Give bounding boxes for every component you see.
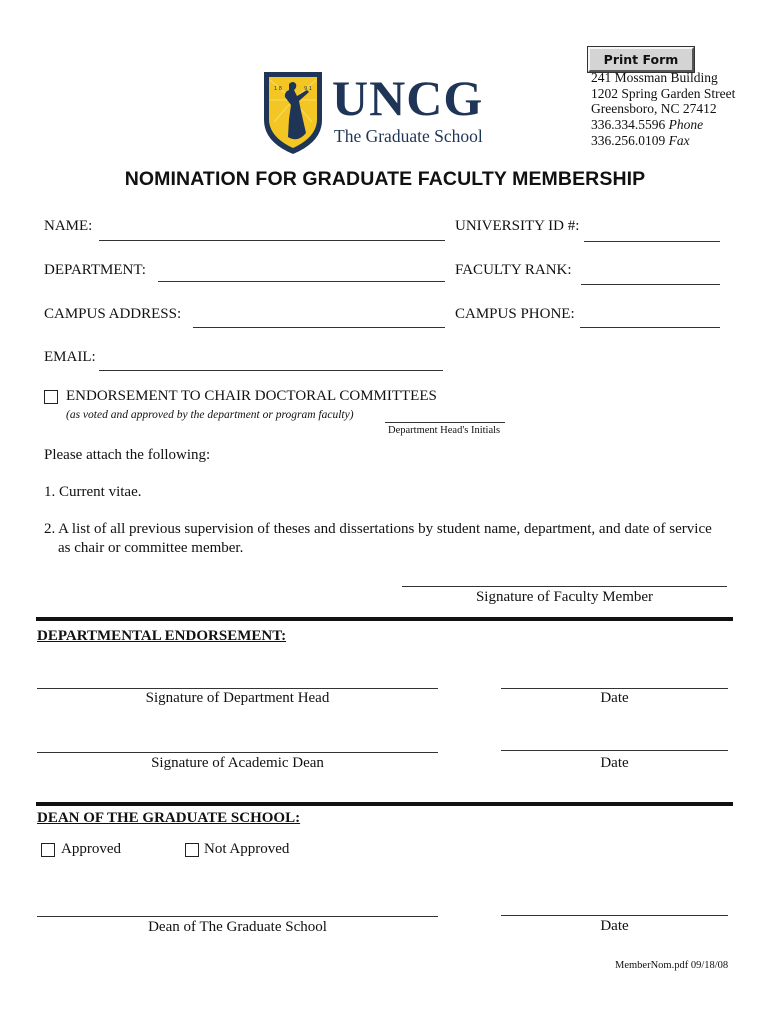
section-divider <box>36 617 733 621</box>
name-field[interactable] <box>99 240 445 241</box>
campus-phone-label: CAMPUS PHONE: <box>455 306 575 322</box>
attach-item-2-line-1: 2. A list of all previous supervision of theses and dissertations by student name, department, and date of service <box>44 521 712 537</box>
department-field[interactable] <box>158 281 445 282</box>
not-approved-label: Not Approved <box>204 841 290 857</box>
attach-item-1: 1. Current vitae. <box>44 484 142 500</box>
endorsement-label: ENDORSEMENT TO CHAIR DOCTORAL COMMITTEES <box>66 388 437 404</box>
faculty-signature-label: Signature of Faculty Member <box>475 589 654 605</box>
address-line-2: 1202 Spring Garden Street <box>591 86 736 101</box>
attach-intro: Please attach the following: <box>44 447 211 463</box>
initials-label: Department Head's Initials <box>388 425 501 436</box>
endorsement-note: (as voted and approved by the department or program faculty) <box>66 409 354 421</box>
university-id-label: UNIVERSITY ID #: <box>455 218 580 234</box>
fax-label: Fax <box>668 133 690 148</box>
attach-item-2-line-2: as chair or committee member. <box>58 540 244 556</box>
endorsement-checkbox[interactable] <box>44 390 58 404</box>
dean-signature-field[interactable] <box>37 916 438 917</box>
uncg-shield-icon <box>262 70 324 156</box>
department-label: DEPARTMENT: <box>44 262 146 278</box>
university-id-field[interactable] <box>584 241 720 242</box>
address-line-3: Greensboro, NC 27412 <box>591 101 717 116</box>
dean-signature-label: Dean of The Graduate School <box>148 919 327 935</box>
departmental-heading: DEPARTMENTAL ENDORSEMENT: <box>37 628 287 644</box>
logo-subtitle: The Graduate School <box>334 126 483 146</box>
campus-address-label: CAMPUS ADDRESS: <box>44 306 182 322</box>
academic-dean-signature-label: Signature of Academic Dean <box>151 755 324 771</box>
faculty-rank-field[interactable] <box>581 284 720 285</box>
not-approved-checkbox[interactable] <box>185 843 199 857</box>
fax-line <box>591 133 690 149</box>
dean-heading: DEAN OF THE GRADUATE SCHOOL: <box>37 810 301 826</box>
footer-filename: MemberNom.pdf 09/18/08 <box>615 960 729 971</box>
academic-dean-signature-field[interactable] <box>37 752 438 753</box>
date-field-2[interactable] <box>501 750 728 751</box>
phone-line <box>591 117 703 133</box>
initials-field[interactable] <box>385 422 505 423</box>
form-title: NOMINATION FOR GRADUATE FACULTY MEMBERSHIP <box>124 168 646 190</box>
date-label-1: Date <box>600 690 629 706</box>
email-field[interactable] <box>99 370 443 371</box>
logo-wordmark: UNCG <box>332 70 484 126</box>
address-line-1: 241 Mossman Building <box>591 70 718 85</box>
campus-phone-field[interactable] <box>580 327 720 328</box>
section-divider <box>36 802 733 806</box>
phone-label: Phone <box>668 117 704 132</box>
dept-head-signature-label: Signature of Department Head <box>145 690 330 706</box>
dean-date-label: Date <box>600 918 629 934</box>
email-label: EMAIL: <box>44 349 96 365</box>
date-label-2: Date <box>600 755 629 771</box>
svg-text:9 1: 9 1 <box>304 86 312 92</box>
approved-checkbox[interactable] <box>41 843 55 857</box>
print-form-button[interactable]: Print Form <box>588 47 694 72</box>
name-label: NAME: <box>44 218 93 234</box>
faculty-signature-field[interactable] <box>402 586 727 587</box>
svg-text:1 8: 1 8 <box>274 86 282 92</box>
dean-date-field[interactable] <box>501 915 728 916</box>
phone-number: 336.334.5596 <box>591 117 666 132</box>
faculty-rank-label: FACULTY RANK: <box>455 262 572 278</box>
approved-label: Approved <box>61 841 121 857</box>
fax-number: 336.256.0109 <box>591 133 666 148</box>
campus-address-field[interactable] <box>193 327 445 328</box>
logo <box>262 70 324 156</box>
